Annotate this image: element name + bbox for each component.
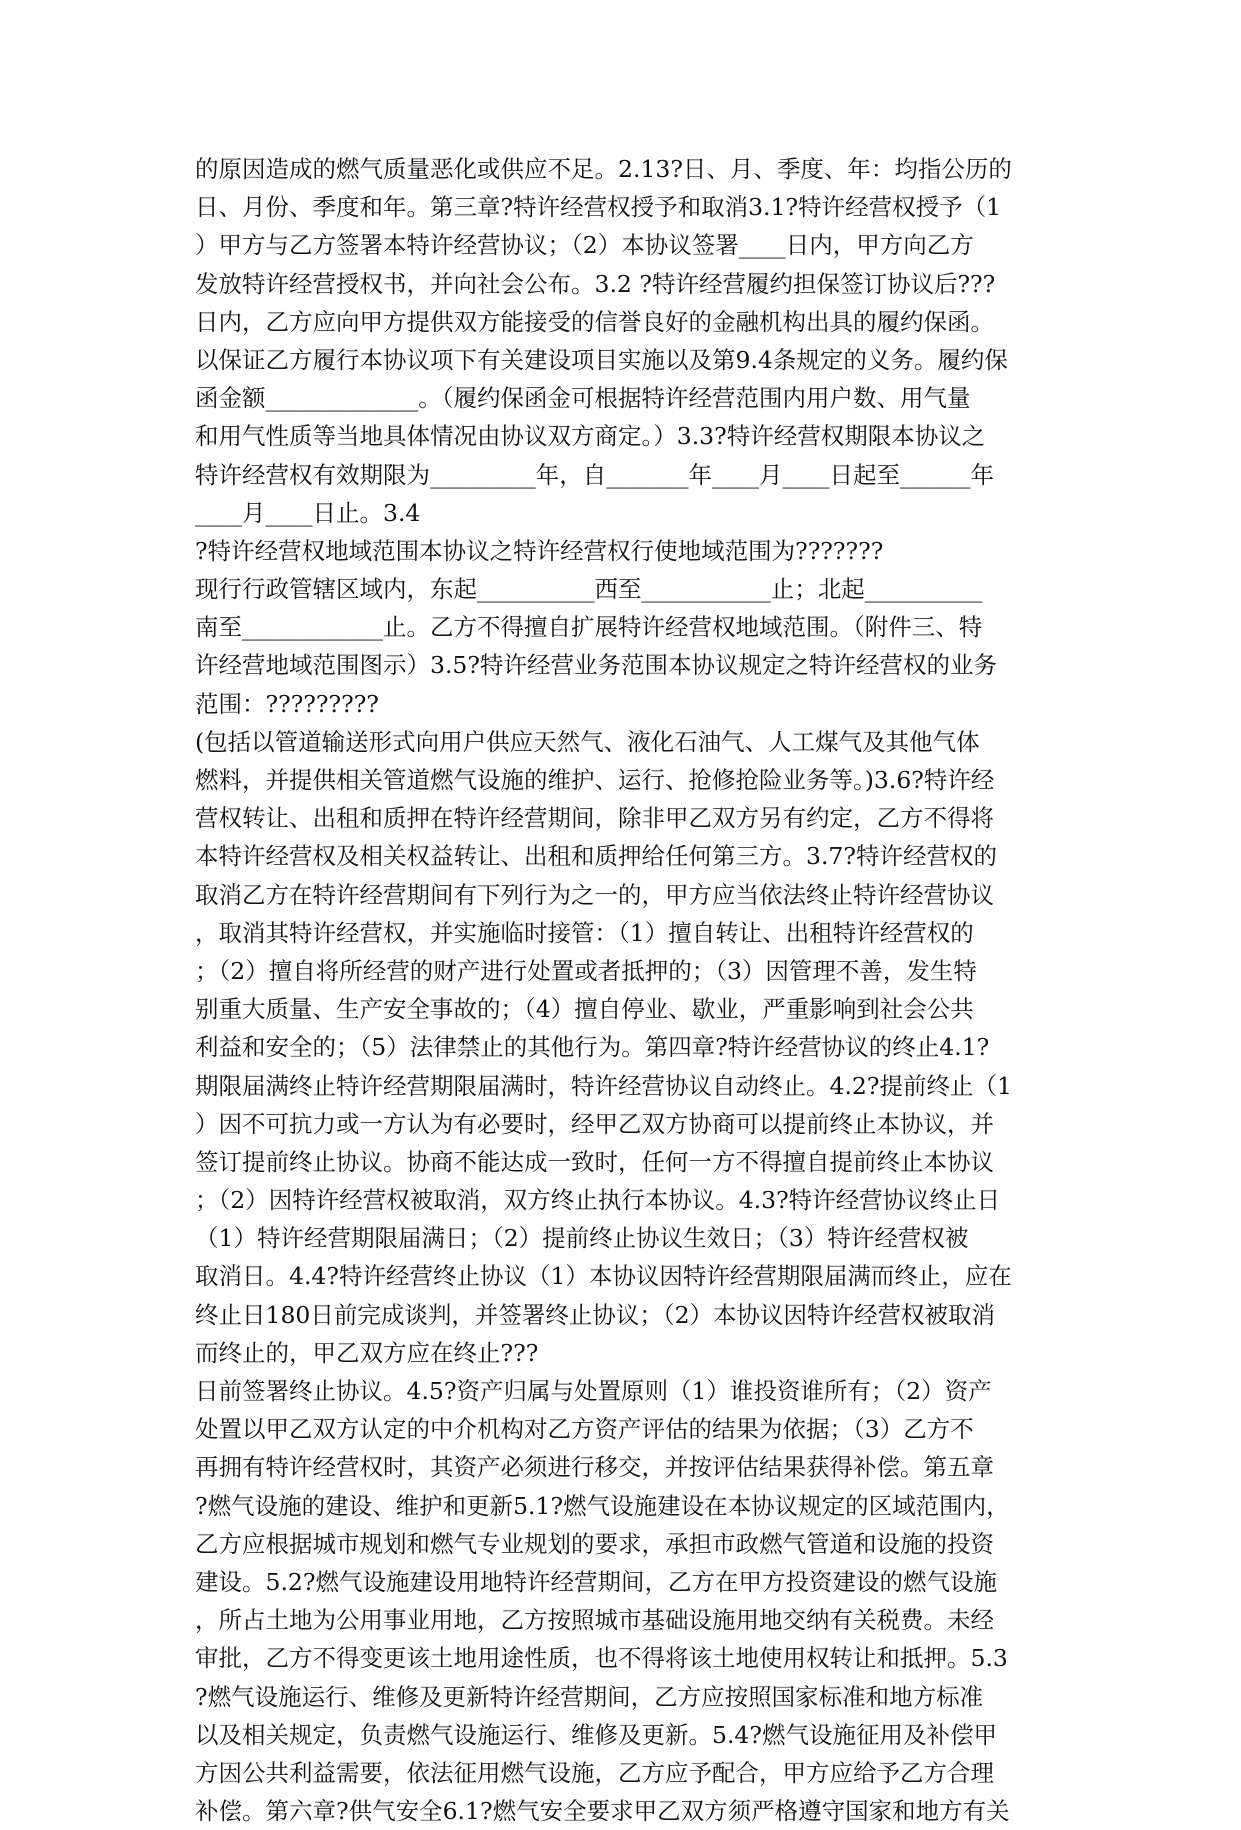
text-line: ?燃气设施的建设、维护和更新5.1?燃气设施建设在本协议规定的区域范围内， bbox=[195, 1491, 1010, 1520]
text-line: 签订提前终止协议。协商不能达成一致时，任何一方不得擅自提前终止本协议 bbox=[195, 1147, 994, 1176]
text-line: 取消日。4.4?特许经营终止协议（1）本协议因特许经营期限届满而终止，应在 bbox=[195, 1262, 1012, 1291]
text-line: ，取消其特许经营权，并实施临时接管：（1）擅自转让、出租特许经营权的 bbox=[195, 918, 974, 947]
text-line: ）甲方与乙方签署本特许经营协议；（2）本协议签署____日内，甲方向乙方 bbox=[195, 231, 974, 260]
text-line: ）因不可抗力或一方认为有必要时，经甲乙双方协商可以提前终止本协议，并 bbox=[195, 1109, 994, 1138]
text-line: 建设。5.2?燃气设施建设用地特许经营期间，乙方在甲方投资建设的燃气设施 bbox=[195, 1567, 997, 1596]
text-line: 和用气性质等当地具体情况由协议双方商定。）3.3?特许经营权期限本协议之 bbox=[195, 422, 986, 451]
text-line: 审批，乙方不得变更该土地用途性质，也不得将该土地使用权转让和抵押。5.3 bbox=[195, 1644, 1008, 1673]
text-line: 许经营地域范围图示）3.5?特许经营业务范围本协议规定之特许经营权的业务 bbox=[195, 651, 997, 680]
text-line: ；（2）擅自将所经营的财产进行处置或者抵押的；（3）因管理不善，发生特 bbox=[195, 956, 977, 985]
text-line: 方因公共利益需要，依法征用燃气设施，乙方应予配合，甲方应给予乙方合理 bbox=[195, 1758, 994, 1787]
text-line: ____月____日止。3.4 bbox=[195, 498, 421, 527]
text-line: 日前签署终止协议。4.5?资产归属与处置原则（1）谁投资谁所有；（2）资产 bbox=[195, 1377, 992, 1405]
text-line: 以及相关规定，负责燃气设施运行、维修及更新。5.4?燃气设施征用及补偿甲 bbox=[195, 1720, 997, 1749]
text-line: 范围：????????? bbox=[195, 689, 379, 718]
text-line: 而终止的，甲乙双方应在终止??? bbox=[195, 1338, 539, 1367]
text-line: 日、月份、季度和年。第三章?特许经营权授予和取消3.1?特许经营权授予（1 bbox=[195, 193, 1002, 222]
text-line: (包括以管道输送形式向用户供应天然气、液化石油气、人工煤气及其他气体 bbox=[195, 727, 980, 756]
text-line: 现行行政管辖区域内，东起__________西至___________止；北起__________ bbox=[195, 575, 983, 604]
text-line: 乙方应根据城市规划和燃气专业规划的要求，承担市政燃气管道和设施的投资 bbox=[195, 1529, 994, 1558]
text-line: ；（2）因特许经营权被取消，双方终止执行本协议。4.3?特许经营协议终止日 bbox=[195, 1186, 1001, 1215]
text-line: （1）特许经营期限届满日；（2）提前终止协议生效日；（3）特许经营权被 bbox=[195, 1224, 969, 1253]
text-line: 本特许经营权及相关权益转让、出租和质押给任何第三方。3.7?特许经营权的 bbox=[195, 842, 997, 871]
text-line: ，所占土地为公用事业用地，乙方按照城市基础设施用地交纳有关税费。未经 bbox=[195, 1606, 994, 1635]
text-line: 南至____________止。乙方不得擅自扩展特许经营权地域范围。（附件三、特 bbox=[195, 613, 983, 642]
text-line: ?燃气设施运行、维修及更新特许经营期间，乙方应按照国家标准和地方标准 bbox=[195, 1682, 984, 1711]
text-line: 的原因造成的燃气质量恶化或供应不足。2.13?日、月、季度、年：均指公历的 bbox=[195, 155, 1012, 183]
document-body bbox=[195, 150, 1055, 1830]
text-line: 取消乙方在特许经营期间有下列行为之一的，甲方应当依法终止特许经营协议 bbox=[195, 880, 994, 909]
text-line: 终止日180日前完成谈判，并签署终止协议；（2）本协议因特许经营权被取消 bbox=[195, 1300, 996, 1329]
text-line: 处置以甲乙双方认定的中介机构对乙方资产评估的结果为依据；（3）乙方不 bbox=[195, 1415, 974, 1444]
text-line: 期限届满终止特许经营期限届满时，特许经营协议自动终止。4.2?提前终止（1 bbox=[195, 1071, 1012, 1100]
text-line: 发放特许经营授权书，并向社会公布。3.2 ?特许经营履约担保签订协议后??? bbox=[195, 269, 996, 298]
text-line: 函金额_____________。（履约保函金可根据特许经营范围内用户数、用气量 bbox=[195, 384, 971, 413]
text-line: 日内，乙方应向甲方提供双方能接受的信誉良好的金融机构出具的履约保函。 bbox=[195, 307, 994, 336]
text-line: 以保证乙方履行本协议项下有关建设项目实施以及第9.4条规定的义务。履约保 bbox=[195, 345, 1008, 374]
text-line: 再拥有特许经营权时，其资产必须进行移交，并按评估结果获得补偿。第五章 bbox=[195, 1453, 994, 1482]
text-line: 燃料，并提供相关管道燃气设施的维护、运行、抢修抢险业务等。)3.6?特许经 bbox=[195, 766, 995, 794]
text-line: 特许经营权有效期限为_________年，自_______年____月____日起至______年 bbox=[195, 460, 994, 489]
text-line: 别重大质量、生产安全事故的；（4）擅自停业、歇业，严重影响到社会公共 bbox=[195, 995, 974, 1024]
text-line: 补偿。第六章?供气安全6.1?燃气安全要求甲乙双方须严格遵守国家和地方有关 bbox=[195, 1797, 1010, 1826]
text-line: 利益和安全的；（5）法律禁止的其他行为。第四章?特许经营协议的终止4.1? bbox=[195, 1033, 990, 1062]
text-line: ?特许经营权地域范围本协议之特许经营权行使地域范围为??????? bbox=[195, 536, 884, 565]
text-line: 营权转让、出租和质押在特许经营期间，除非甲乙双方另有约定，乙方不得将 bbox=[195, 804, 994, 833]
